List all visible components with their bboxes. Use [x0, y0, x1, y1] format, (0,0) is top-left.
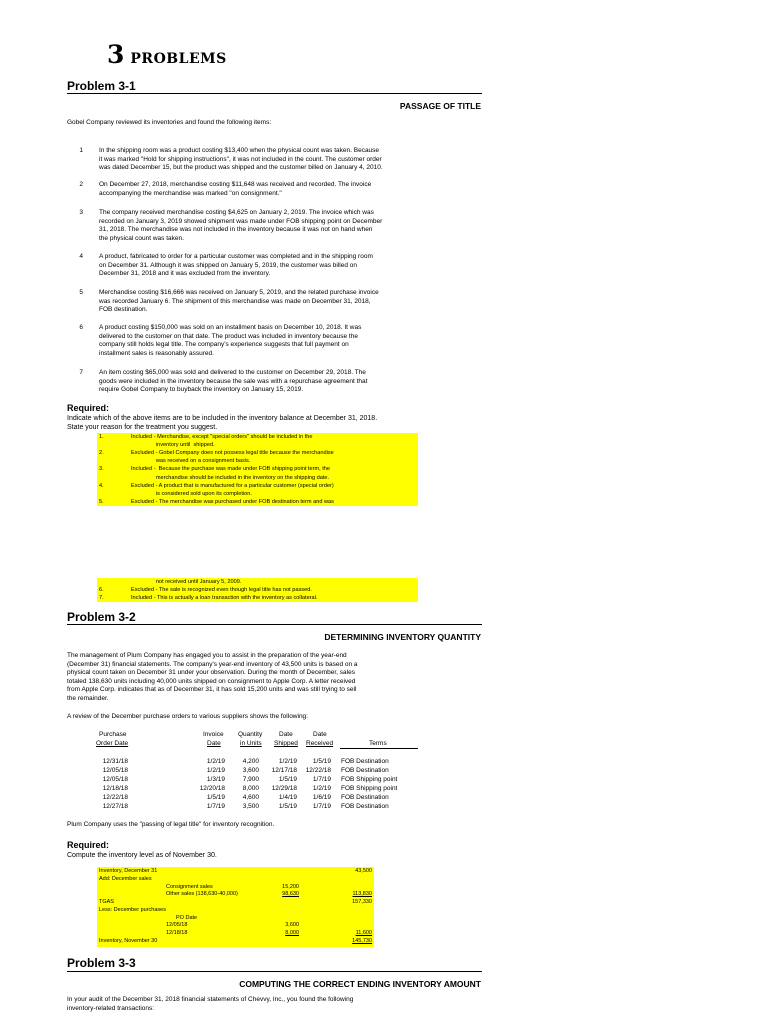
- intro-line: from Apple Corp. indicates that as of December 31, it has sold 15,200 units and was still trying to sell: [67, 686, 357, 694]
- intro-line: inventory-related transactions:: [67, 1004, 155, 1012]
- table-cell-terms: FOB Destination: [341, 802, 389, 810]
- problem-3-1-title: Problem 3-1: [67, 79, 136, 93]
- table-cell: 1/5/19: [278, 775, 297, 783]
- table-cell: 1/5/19: [278, 802, 297, 810]
- answer-row: [97, 498, 418, 507]
- chapter-heading: [107, 40, 227, 69]
- problem-3-3-intro: [67, 996, 353, 1013]
- problem-3-1-required-text: [67, 414, 377, 432]
- calc-total: 113,830: [352, 891, 372, 898]
- table-cell: 12/29/18: [271, 784, 297, 792]
- item-line: it was marked "Hold for shipping instructions", it was not included in the count. The customer order: [99, 155, 382, 163]
- item-number: 5: [79, 289, 83, 296]
- intro-line: the remainder.: [67, 694, 109, 702]
- calc-label: 12/18/18: [166, 930, 188, 936]
- table-cell: 1/2/19: [278, 758, 297, 765]
- calc-total: 11,600: [355, 930, 372, 936]
- answer-text: is considered sold upon its completion.: [131, 490, 252, 497]
- calc-row: [97, 922, 374, 930]
- item-line: recorded on January 3, 2019 showed shipment was made under FOB shipping point on December: [99, 217, 383, 225]
- table-cell: 7,900: [242, 775, 259, 783]
- problem-3-2-note: Plum Company uses the "passing of legal title" for inventory recognition.: [67, 821, 275, 828]
- answer-number: 6.: [99, 587, 104, 594]
- item-line: FOB destination.: [99, 306, 148, 314]
- header-invoice: Invoice: [203, 731, 224, 738]
- table-cell: 3,600: [242, 766, 259, 774]
- table-cell: 12/27/18: [102, 802, 128, 810]
- calc-label: PO Date: [176, 914, 198, 921]
- table-cell: 4,200: [242, 758, 259, 765]
- item-number: 6: [79, 324, 83, 331]
- calc-label: Inventory, December 31: [99, 868, 158, 874]
- calc-subtotal: 3,600: [285, 922, 299, 929]
- intro-line: The management of Plum Company has engaged you to assist in the preparation of the year-end: [67, 652, 347, 659]
- table-cell: 1/7/19: [312, 775, 331, 783]
- answer-text: Excluded - The merchandise was purchased under FOB destination term and was: [131, 498, 334, 505]
- header-date-shipped-1: Date: [279, 731, 293, 738]
- table-cell-terms: FOB Destination: [341, 766, 389, 774]
- purchase-orders-table: [0, 731, 768, 821]
- item-text: [99, 147, 414, 173]
- intro-line: totaled 138,630 units including 40,000 units shipped on consignment to Apple Corp. A letter received: [67, 677, 356, 685]
- item-line: was recorded January 6. The shipment of this merchandise was made on December 31, 2018,: [99, 297, 371, 305]
- calc-total: 157,330: [352, 899, 372, 905]
- item-line: An item costing $65,000 was sold and delivered to the customer on December 29, 2018. The: [99, 369, 366, 376]
- calc-row: [97, 868, 374, 876]
- table-cell: 1/2/19: [312, 784, 331, 792]
- problem-3-3-subtitle: COMPUTING THE CORRECT ENDING INVENTORY AMOUNT: [239, 979, 481, 989]
- table-cell: 1/6/19: [312, 793, 331, 801]
- item-line: A product, fabricated to order for a particular customer was completed and in the shipping room: [99, 253, 373, 260]
- item-number: 3: [79, 209, 83, 216]
- calc-total: 43,500: [355, 868, 372, 874]
- problem-3-2-required-line: Compute the inventory level as of November 30.: [67, 852, 217, 859]
- table-cell: 1/5/19: [312, 758, 331, 765]
- table-cell: 12/18/18: [102, 784, 128, 792]
- item-line: delivered to the customer on that date. The product was included in inventory because the: [99, 332, 358, 340]
- answer-text: inventory until shipped.: [131, 442, 215, 449]
- problem-3-1-subtitle: PASSAGE OF TITLE: [399, 101, 481, 111]
- calc-label: Consignment sales: [166, 883, 213, 890]
- header-date-received-1: Date: [313, 731, 327, 738]
- answer-text: was received on a consignment basis.: [131, 458, 251, 465]
- item-line: on December 31. Although it was shipped on January 5, 2019, the customer was billed on: [99, 261, 357, 269]
- header-in-units: in Units: [240, 740, 262, 747]
- calc-subtotal: 8,000: [285, 930, 299, 936]
- table-cell: 4,600: [242, 793, 259, 801]
- intro-line: physical count taken on December 31 under your observation. During the month of December, sales: [67, 669, 355, 677]
- calc-total: 145,730: [352, 937, 372, 944]
- table-cell: 12/31/18: [102, 758, 128, 765]
- table-cell: 12/20/18: [199, 784, 225, 792]
- item-number: 2: [79, 181, 83, 188]
- item-text: [99, 209, 414, 243]
- terms-underline: [340, 748, 418, 749]
- calc-label: Less: December purchases: [99, 906, 166, 913]
- item-line: the physical count was taken.: [99, 234, 184, 242]
- table-cell: 1/4/19: [278, 793, 297, 801]
- table-cell: 1/5/19: [206, 793, 225, 801]
- intro-line: In your audit of the December 31, 2018 financial statements of Chevvy, Inc., you found the following: [67, 996, 354, 1003]
- table-cell: 12/05/18: [102, 775, 128, 783]
- header-shipped: Shipped: [274, 740, 298, 747]
- calc-label: Other sales (138,630-40,000): [166, 891, 238, 898]
- chapter-number: 3: [107, 40, 125, 69]
- item-text: [99, 253, 414, 279]
- problem-3-2-rule: [67, 624, 482, 625]
- item-line: Merchandise costing $16,666 was received on January 5, 2019, and the related purchase invoice: [99, 289, 379, 296]
- answer-number: 4.: [99, 482, 104, 489]
- inventory-computation: [97, 867, 374, 947]
- table-cell-terms: FOB Destination: [341, 793, 389, 801]
- problem-3-2-review-line: A review of the December purchase orders to various suppliers shows the following:: [67, 713, 308, 720]
- answer-text: Excluded - The sale is recognized even though legal title has not passed.: [131, 587, 312, 594]
- item-number: 1: [79, 147, 83, 154]
- item-number: 4: [79, 253, 83, 260]
- answer-text: merchandise should be included in the inventory on the shipping date.: [131, 474, 330, 481]
- problem-3-2-subtitle: DETERMINING INVENTORY QUANTITY: [324, 632, 481, 642]
- item-line: On December 27, 2018, merchandise costing $11,648 was received and recorded. The invoice: [99, 181, 372, 188]
- answer-text: Included - Because the purchase was made under FOB shipping point term, the: [131, 466, 331, 473]
- calc-row: [97, 907, 374, 915]
- calc-row: [97, 938, 374, 946]
- answer-number: 1.: [99, 434, 104, 440]
- calc-label: Add: December sales: [99, 875, 152, 882]
- table-cell: 3,500: [242, 802, 259, 810]
- item-text: [99, 324, 414, 358]
- item-line: The company received merchandise costing $4,625 on January 2, 2019. The invoice which was: [99, 209, 374, 216]
- calc-label: Inventory, November 30: [99, 937, 158, 944]
- item-line: company still holds legal title. The company's experience suggests that full payment on: [99, 341, 349, 349]
- header-date: Date: [207, 740, 221, 747]
- item-line: 31, 2018. The merchandise was not included in the inventory because it was not on hand when: [99, 226, 373, 234]
- item-text: [99, 289, 414, 315]
- calc-row: [97, 876, 374, 884]
- problem-3-1-intro: Gobel Company reviewed its inventories and found the following items:: [67, 119, 272, 126]
- answer-text: not received until January 5, 2009.: [131, 579, 242, 585]
- item-line: installment sales is reasonably assured.: [99, 349, 214, 357]
- item-line: require Gobel Company to buyback the inventory on January 15, 2019.: [99, 386, 304, 394]
- table-cell: 1/3/19: [206, 775, 225, 783]
- calc-label: 12/05/18: [166, 922, 188, 929]
- answer-text: Included - Merchandise, except "special orders" should be included in the: [131, 434, 313, 440]
- item-line: accompanying the merchandise was marked "on consignment.": [99, 189, 282, 197]
- required-line: State your reason for the treatment you suggest.: [67, 424, 218, 431]
- calc-row: [97, 884, 374, 892]
- header-order-date: Order Date: [96, 740, 129, 747]
- answer-number: 2.: [99, 450, 104, 457]
- answer-row: [97, 594, 418, 603]
- item-text: [99, 181, 414, 198]
- item-line: In the shipping room was a product costing $13,400 when the physical count was taken. Because: [99, 147, 380, 154]
- table-cell: 12/22/18: [102, 793, 128, 801]
- header-received: Received: [306, 740, 334, 747]
- header-purchase: Purchase: [99, 731, 127, 738]
- intro-line: (December 31) financial statements. The company's year-end inventory of 43,500 units is based on a: [67, 660, 358, 668]
- problem-3-2-required-label: Required:: [67, 840, 110, 850]
- table-cell: 1/7/19: [312, 802, 331, 810]
- answer-text: Included - This is actually a loan transaction with the inventory as collateral.: [131, 595, 318, 602]
- answer-text: Excluded - Gobel Company does not possess legal title because the merchandise: [131, 450, 334, 457]
- problem-3-2-title: Problem 3-2: [67, 610, 136, 624]
- problem-3-3-rule: [67, 971, 482, 972]
- problem-3-1-required-label: Required:: [67, 403, 110, 413]
- problem-3-3-title: Problem 3-3: [67, 956, 136, 970]
- calc-subtotal: 15,200: [282, 883, 299, 890]
- item-line: A product costing $150,000 was sold on an installment basis on December 10, 2018. It was: [99, 324, 362, 331]
- table-cell: 1/2/19: [206, 766, 225, 774]
- table-cell-terms: FOB Shipping point: [341, 784, 398, 792]
- problem-3-2-intro: [67, 652, 427, 704]
- table-cell: 8,000: [242, 784, 259, 792]
- calc-label: TGAS: [99, 899, 114, 905]
- table-cell: 1/7/19: [206, 802, 225, 810]
- table-cell-terms: FOB Destination: [341, 758, 389, 765]
- item-line: was dated December 15, but the product was shipped and the customer billed on January 4, 2010.: [99, 164, 383, 172]
- calc-subtotal: 98,630: [282, 891, 299, 898]
- table-cell: 1/2/19: [206, 758, 225, 765]
- table-cell-terms: FOB Shipping point: [341, 775, 398, 783]
- item-text: [99, 369, 414, 395]
- chapter-word: PROBLEMS: [130, 51, 227, 67]
- answer-text: Excluded - A product that is manufactured for a particular customer (special order): [131, 482, 334, 489]
- calc-row: [97, 930, 374, 938]
- table-cell: 12/22/18: [305, 766, 331, 774]
- item-number: 7: [79, 369, 83, 376]
- answer-number: 5.: [99, 498, 104, 505]
- table-cell: 12/17/18: [271, 766, 297, 774]
- item-line: December 31, 2018 and it was excluded from the inventory.: [99, 270, 271, 278]
- item-line: goods were included in the inventory because the sale was with a repurchase agreement that: [99, 377, 368, 385]
- calc-row: [97, 899, 374, 907]
- answer-number: 3.: [99, 466, 104, 473]
- answer-number: 7.: [99, 595, 104, 602]
- calc-row: [97, 891, 374, 899]
- header-quantity: Quantity: [238, 731, 263, 738]
- calc-row: [97, 915, 374, 923]
- table-cell: 12/05/18: [102, 766, 128, 774]
- header-terms: Terms: [369, 740, 387, 747]
- required-line: Indicate which of the above items are to be included in the inventory balance at December 31, 2018.: [67, 415, 378, 422]
- problem-3-1-rule: [67, 93, 482, 94]
